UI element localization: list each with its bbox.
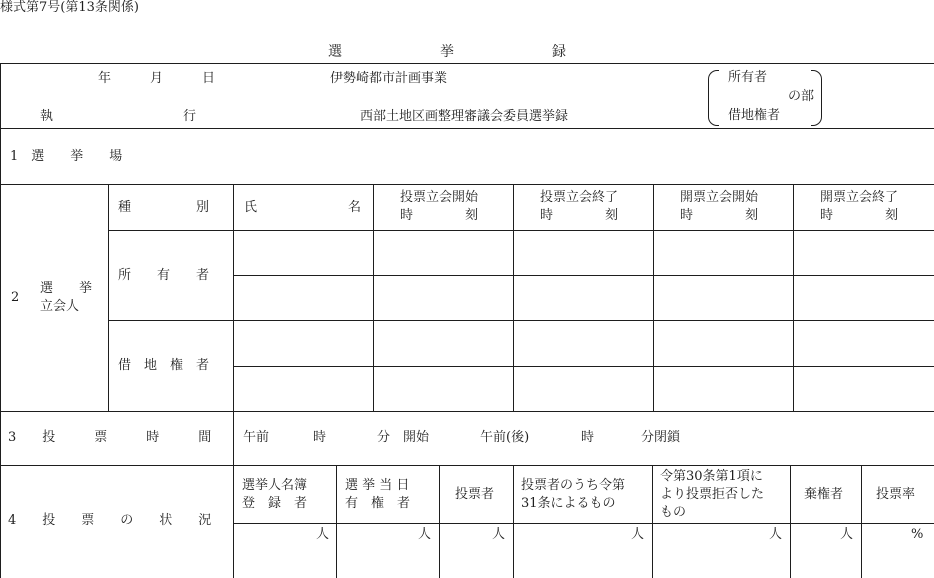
witness-label-line2: 立会人 <box>40 299 80 314</box>
refused-header-line2: より投票拒否した <box>660 487 765 502</box>
turnout-header: 投票率 <box>876 487 916 502</box>
witness-section-number: 2 <box>11 290 20 305</box>
abstainers-header: 棄権者 <box>804 487 844 502</box>
unit-person: 人 <box>418 527 432 542</box>
voters-header: 投票者 <box>455 487 495 502</box>
article31-header-line1: 投票者のうち令第 <box>521 478 626 493</box>
registered-header-line1: 選挙人名簿 <box>242 478 308 493</box>
unit-person: 人 <box>631 527 645 542</box>
lessee-row-divider <box>233 366 934 367</box>
document-title: 選 挙 録 <box>328 44 566 60</box>
closing-ampm-label: 午前(後) <box>480 430 530 445</box>
refused-header-line1: 令第30条第1項に <box>660 469 763 484</box>
executed-label: 執 行 <box>40 109 197 124</box>
status-col1-divider <box>336 465 337 578</box>
project-name: 伊勢崎都市計画事業 <box>330 71 448 86</box>
table-top-border <box>0 63 934 64</box>
eligible-header-line2: 有 権 者 <box>345 496 411 511</box>
header-bottom-border <box>0 128 934 129</box>
article31-header-line2: 31条によるもの <box>521 496 616 511</box>
unit-person: 人 <box>492 527 506 542</box>
count-close-header-line1: 開票立会終了 <box>820 190 899 205</box>
name-column-header: 氏 名 <box>244 200 362 215</box>
status-col3-divider <box>513 465 514 578</box>
unit-person: 人 <box>769 527 783 542</box>
opening-minute-label: 分 開始 <box>377 430 430 445</box>
opening-hour-label: 時 <box>313 430 327 445</box>
count-open-column-divider <box>793 184 794 411</box>
closing-minute-label: 分閉鎖 <box>641 430 681 445</box>
form-number-label: 様式第7号(第13条関係) <box>0 0 139 15</box>
witness-label-line1: 選 挙 <box>40 281 93 296</box>
owner-row-label: 所 有 者 <box>118 268 210 283</box>
name-column-divider <box>373 184 374 411</box>
status-col2-divider <box>439 465 440 578</box>
bracket-owner-label: 所有者 <box>728 70 768 85</box>
owner-row-divider <box>233 275 934 276</box>
unit-person: 人 <box>840 527 854 542</box>
section2-label-divider <box>108 184 109 411</box>
record-name: 西部土地区画整理審議会委員選挙録 <box>360 109 569 124</box>
vote-open-column-divider <box>513 184 514 411</box>
section4-header-border <box>233 523 934 524</box>
count-open-header-line1: 開票立会開始 <box>680 190 759 205</box>
opening-am-label: 午前 <box>243 430 270 445</box>
vote-open-header-line1: 投票立会開始 <box>400 190 479 205</box>
vote-open-header-line2: 時 刻 <box>400 208 479 223</box>
vote-close-header-line2: 時 刻 <box>540 208 619 223</box>
section2-bottom-border <box>0 411 934 412</box>
section3-bottom-border <box>0 465 934 466</box>
kind-column-divider <box>233 184 234 578</box>
date-label: 年 月 日 <box>98 71 216 86</box>
kind-column-header: 種 別 <box>118 200 210 215</box>
status-col6-divider <box>861 465 862 578</box>
unit-person: 人 <box>316 527 330 542</box>
section2-header-border <box>108 230 934 231</box>
count-close-header-line2: 時 刻 <box>820 208 899 223</box>
closing-hour-label: 時 <box>581 430 595 445</box>
vote-close-header-line1: 投票立会終了 <box>540 190 619 205</box>
bracket-part-label: の部 <box>788 89 815 104</box>
owner-lessee-divider <box>108 320 934 321</box>
registered-header-line2: 登 録 者 <box>242 496 308 511</box>
left-bracket <box>708 70 719 126</box>
refused-header-line3: もの <box>660 505 687 520</box>
table-left-border <box>0 63 1 578</box>
status-col4-divider <box>652 465 653 578</box>
voting-status-label: 4 投 票 の 状 況 <box>8 513 212 528</box>
polling-place-label: 1 選 挙 場 <box>10 149 123 164</box>
bracket-lessee-label: 借地権者 <box>728 108 781 123</box>
status-col5-divider <box>790 465 791 578</box>
lessee-row-label: 借 地 権 者 <box>118 358 210 373</box>
unit-percent: % <box>911 527 924 542</box>
count-open-header-line2: 時 刻 <box>680 208 759 223</box>
vote-close-column-divider <box>653 184 654 411</box>
eligible-header-line1: 選 挙 当 日 <box>345 478 410 493</box>
voting-hours-label: 3 投 票 時 間 <box>8 430 212 445</box>
